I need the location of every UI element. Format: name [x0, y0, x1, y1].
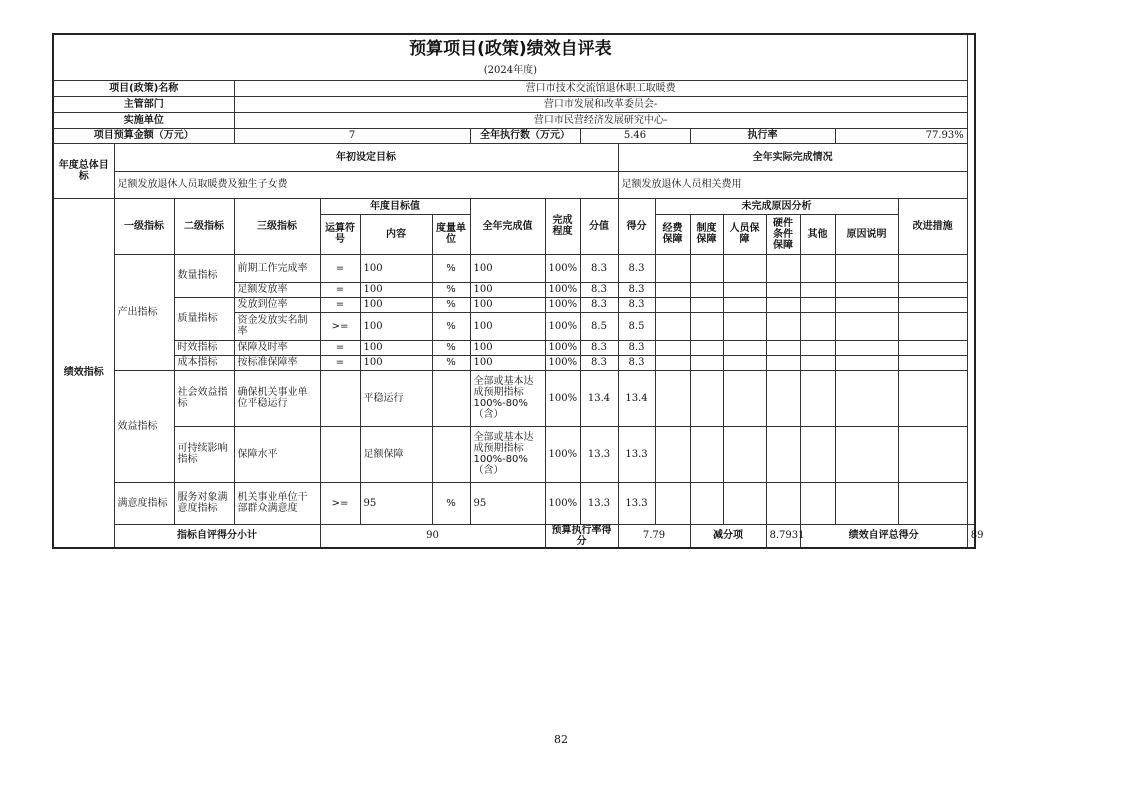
- cell-content: 100: [360, 282, 432, 297]
- cell-content: 95: [360, 482, 432, 524]
- empty-cell: [766, 482, 800, 524]
- cell-unit: [432, 426, 470, 482]
- empty-cell: [690, 370, 723, 426]
- perf-label: 绩效指标: [53, 198, 114, 548]
- empty-cell: [723, 312, 766, 340]
- empty-cell: [690, 340, 723, 355]
- unit-label: 实施单位: [53, 112, 234, 128]
- group-output: 产出指标: [114, 254, 174, 370]
- empty-cell: [835, 312, 898, 340]
- cell-content: 100: [360, 254, 432, 282]
- empty-cell: [898, 355, 967, 370]
- cell-unit: %: [432, 254, 470, 282]
- header-reasons-group: 未完成原因分析: [655, 198, 898, 214]
- empty-cell: [655, 312, 690, 340]
- header-improve: 改进措施: [898, 198, 967, 254]
- group-sustain: 可持续影响指标: [174, 426, 234, 482]
- empty-cell: [690, 355, 723, 370]
- empty-cell: [835, 426, 898, 482]
- subtotal-label: 指标自评得分小计: [114, 524, 320, 548]
- cell-score: 8.3: [618, 297, 655, 312]
- budget-value: 7: [234, 128, 470, 143]
- empty-cell: [655, 282, 690, 297]
- empty-cell: [766, 355, 800, 370]
- header-actual: 全年完成值: [470, 198, 545, 254]
- cell-actual: 100: [470, 282, 545, 297]
- cell-l3: 保障水平: [234, 426, 320, 482]
- table-row: [53, 355, 975, 370]
- cell-value: 13.4: [580, 370, 618, 426]
- empty-cell: [898, 312, 967, 340]
- empty-cell: [766, 282, 800, 297]
- cell-completion: 100%: [545, 282, 580, 297]
- empty-cell: [800, 254, 835, 282]
- cell-op: >=: [320, 312, 360, 340]
- cell-unit: %: [432, 355, 470, 370]
- empty-cell: [655, 426, 690, 482]
- header-r1: 经费保障: [655, 214, 690, 254]
- cell-score: 13.3: [618, 482, 655, 524]
- cell-content: 100: [360, 297, 432, 312]
- empty-cell: [690, 426, 723, 482]
- cell-actual: 100: [470, 340, 545, 355]
- rate-label: 执行率: [690, 128, 835, 143]
- group-social: 社会效益指标: [174, 370, 234, 426]
- empty-cell: [766, 254, 800, 282]
- empty-cell: [835, 297, 898, 312]
- header-r5: 其他: [800, 214, 835, 254]
- project-name: 营口市技术交流馆退休职工取暖费: [234, 80, 967, 96]
- performance-table: [52, 33, 984, 549]
- cell-completion: 100%: [545, 297, 580, 312]
- empty-cell: [898, 482, 967, 524]
- exec-score-label: 预算执行率得分: [545, 524, 618, 548]
- total-label: 绩效自评总得分: [800, 524, 967, 548]
- header-op: 运算符号: [320, 214, 360, 254]
- cell-unit: %: [432, 282, 470, 297]
- cell-score: 8.5: [618, 312, 655, 340]
- empty-cell: [655, 297, 690, 312]
- empty-cell: [655, 355, 690, 370]
- cell-l3: 按标准保障率: [234, 355, 320, 370]
- cell-actual: 全部或基本达成预期指标100%-80%（含）: [470, 370, 545, 426]
- cell-actual: 100: [470, 254, 545, 282]
- empty-cell: [766, 370, 800, 426]
- group-quantity: 数量指标: [174, 254, 234, 297]
- cell-op: =: [320, 254, 360, 282]
- cell-l3: 机关事业单位干部群众满意度: [234, 482, 320, 524]
- cell-value: 8.3: [580, 355, 618, 370]
- empty-cell: [800, 297, 835, 312]
- header-l2: 二级指标: [174, 198, 234, 254]
- cell-actual: 100: [470, 297, 545, 312]
- cell-completion: 100%: [545, 254, 580, 282]
- goal-initial-header: 年初设定目标: [114, 143, 618, 171]
- group-benefit: 效益指标: [114, 370, 174, 482]
- cell-unit: [432, 370, 470, 426]
- empty-cell: [766, 340, 800, 355]
- header-r4: 硬件条件保障: [766, 214, 800, 254]
- cell-content: 足额保障: [360, 426, 432, 482]
- header-r3: 人员保障: [723, 214, 766, 254]
- cell-l3: 确保机关事业单位平稳运行: [234, 370, 320, 426]
- empty-cell: [655, 340, 690, 355]
- empty-cell: [766, 312, 800, 340]
- cell-op: =: [320, 340, 360, 355]
- empty-cell: [898, 297, 967, 312]
- header-score: 得分: [618, 198, 655, 254]
- cell-op: =: [320, 297, 360, 312]
- empty-cell: [723, 297, 766, 312]
- empty-cell: [690, 297, 723, 312]
- group-time: 时效指标: [174, 340, 234, 355]
- empty-cell: [835, 370, 898, 426]
- exec-score-value: 7.79: [618, 524, 690, 548]
- budget-label: 项目预算金额（万元）: [53, 128, 234, 143]
- cell-l3: 发放到位率: [234, 297, 320, 312]
- empty-cell: [835, 254, 898, 282]
- empty-cell: [655, 370, 690, 426]
- cell-completion: 100%: [545, 355, 580, 370]
- table-row: [53, 254, 975, 282]
- empty-cell: [690, 482, 723, 524]
- empty-cell: [723, 482, 766, 524]
- empty-cell: [800, 340, 835, 355]
- group-cost: 成本指标: [174, 355, 234, 370]
- cell-value: 13.3: [580, 426, 618, 482]
- empty-cell: [800, 370, 835, 426]
- empty-cell: [800, 312, 835, 340]
- empty-cell: [723, 340, 766, 355]
- cell-content: 平稳运行: [360, 370, 432, 426]
- table-row: [53, 426, 975, 482]
- group-service: 服务对象满意度指标: [174, 482, 234, 524]
- cell-score: 13.4: [618, 370, 655, 426]
- cell-score: 8.3: [618, 340, 655, 355]
- empty-cell: [898, 282, 967, 297]
- cell-score: 8.3: [618, 355, 655, 370]
- header-target-group: 年度目标值: [320, 198, 470, 214]
- empty-cell: [690, 312, 723, 340]
- cell-l3: 资金发放实名制率: [234, 312, 320, 340]
- cell-value: 8.3: [580, 340, 618, 355]
- group-quality: 质量指标: [174, 297, 234, 340]
- empty-cell: [723, 282, 766, 297]
- empty-cell: [835, 340, 898, 355]
- empty-cell: [898, 254, 967, 282]
- empty-cell: [835, 482, 898, 524]
- cell-actual: 100: [470, 355, 545, 370]
- cell-completion: 100%: [545, 426, 580, 482]
- cell-actual: 100: [470, 312, 545, 340]
- dept-label: 主管部门: [53, 96, 234, 112]
- empty-cell: [690, 254, 723, 282]
- cell-unit: %: [432, 482, 470, 524]
- cell-value: 13.3: [580, 482, 618, 524]
- cell-actual: 全部或基本达成预期指标100%-80%（含）: [470, 426, 545, 482]
- empty-cell: [723, 355, 766, 370]
- cell-content: 100: [360, 312, 432, 340]
- header-unit: 度量单位: [432, 214, 470, 254]
- cell-op: =: [320, 282, 360, 297]
- empty-cell: [723, 426, 766, 482]
- empty-cell: [898, 426, 967, 482]
- empty-cell: [655, 254, 690, 282]
- empty-cell: [835, 282, 898, 297]
- goal-actual-header: 全年实际完成情况: [618, 143, 967, 171]
- deduct-value: 8.7931: [766, 524, 800, 548]
- header-r6: 原因说明: [835, 214, 898, 254]
- table-row: [53, 482, 975, 524]
- table-row: [53, 340, 975, 355]
- header-score-value: 分值: [580, 198, 618, 254]
- empty-cell: [898, 370, 967, 426]
- cell-content: 100: [360, 355, 432, 370]
- table-row: [53, 297, 975, 312]
- empty-cell: [898, 340, 967, 355]
- dept-value: 营口市发展和改革委员会-: [234, 96, 967, 112]
- cell-unit: %: [432, 340, 470, 355]
- cell-completion: 100%: [545, 482, 580, 524]
- cell-value: 8.3: [580, 254, 618, 282]
- empty-cell: [800, 426, 835, 482]
- cell-value: 8.5: [580, 312, 618, 340]
- cell-unit: %: [432, 312, 470, 340]
- empty-cell: [800, 355, 835, 370]
- cell-value: 8.3: [580, 297, 618, 312]
- header-r2: 制度保障: [690, 214, 723, 254]
- table-year: (2024年度): [53, 62, 967, 80]
- goal-label: 年度总体目标: [53, 143, 114, 198]
- goal-initial-text: 足额发放退休人员取暖费及独生子女费: [114, 171, 618, 198]
- empty-cell: [723, 254, 766, 282]
- cell-op: [320, 426, 360, 482]
- unit-value: 营口市民营经济发展研究中心-: [234, 112, 967, 128]
- cell-completion: 100%: [545, 340, 580, 355]
- empty-cell: [800, 482, 835, 524]
- total-value: 89: [967, 524, 975, 548]
- cell-score: 8.3: [618, 282, 655, 297]
- cell-actual: 95: [470, 482, 545, 524]
- table-row: [53, 370, 975, 426]
- cell-op: =: [320, 355, 360, 370]
- cell-content: 100: [360, 340, 432, 355]
- group-satisfaction: 满意度指标: [114, 482, 174, 524]
- empty-cell: [766, 297, 800, 312]
- empty-cell: [723, 370, 766, 426]
- cell-l3: 前期工作完成率: [234, 254, 320, 282]
- cell-op: >=: [320, 482, 360, 524]
- cell-l3: 足额发放率: [234, 282, 320, 297]
- cell-op: [320, 370, 360, 426]
- cell-completion: 100%: [545, 312, 580, 340]
- deduct-label: 减分项: [690, 524, 766, 548]
- table-title: 预算项目(政策)绩效自评表: [53, 34, 967, 62]
- executed-label: 全年执行数（万元）: [470, 128, 580, 143]
- executed-value: 5.46: [580, 128, 690, 143]
- empty-cell: [690, 282, 723, 297]
- cell-score: 13.3: [618, 426, 655, 482]
- header-content: 内容: [360, 214, 432, 254]
- project-name-label: 项目(政策)名称: [53, 80, 234, 96]
- empty-cell: [835, 355, 898, 370]
- header-l1: 一级指标: [114, 198, 174, 254]
- empty-cell: [800, 282, 835, 297]
- cell-completion: 100%: [545, 370, 580, 426]
- header-completion: 完成程度: [545, 198, 580, 254]
- cell-unit: %: [432, 297, 470, 312]
- cell-l3: 保障及时率: [234, 340, 320, 355]
- empty-cell: [766, 426, 800, 482]
- header-l3: 三级指标: [234, 198, 320, 254]
- page-number: 82: [554, 733, 568, 746]
- cell-score: 8.3: [618, 254, 655, 282]
- goal-actual-text: 足额发放退休人员相关费用: [618, 171, 967, 198]
- subtotal-value: 90: [320, 524, 545, 548]
- cell-value: 8.3: [580, 282, 618, 297]
- rate-value: 77.93%: [835, 128, 967, 143]
- empty-cell: [655, 482, 690, 524]
